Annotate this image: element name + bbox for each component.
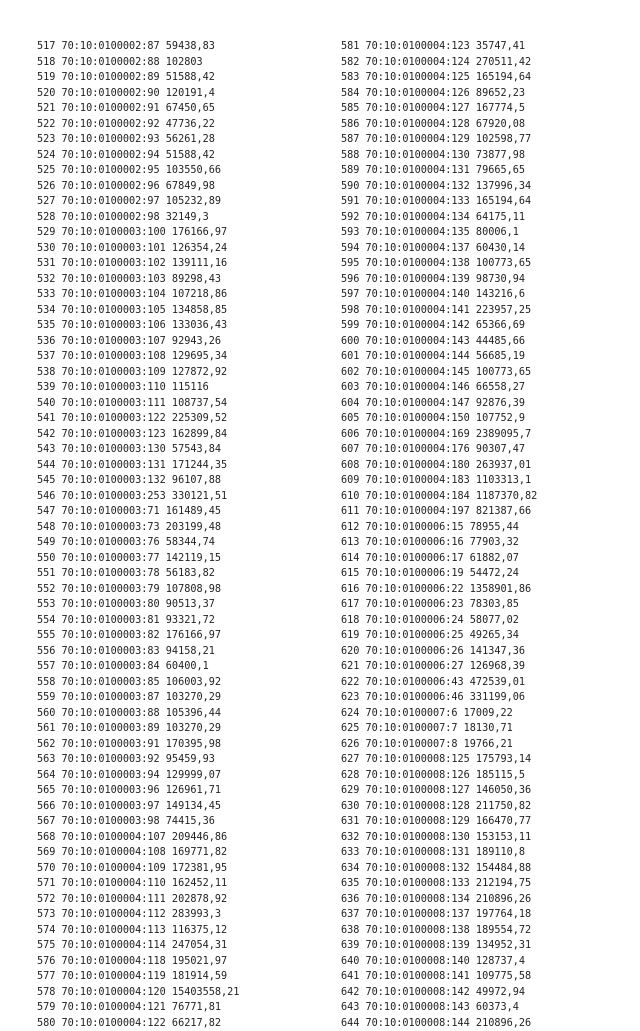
record-line: 619 70:10:0100006:25 49265,34 bbox=[341, 628, 636, 644]
record-line: 559 70:10:0100003:87 103270,29 bbox=[37, 690, 327, 706]
record-line: 560 70:10:0100003:88 105396,44 bbox=[37, 706, 327, 722]
record-line: 554 70:10:0100003:81 93321,72 bbox=[37, 613, 327, 629]
record-line: 532 70:10:0100003:103 89298,43 bbox=[37, 272, 327, 288]
record-line: 556 70:10:0100003:83 94158,21 bbox=[37, 644, 327, 660]
record-line: 608 70:10:0100004:180 263937,01 bbox=[341, 458, 636, 474]
record-line: 572 70:10:0100004:111 202878,92 bbox=[37, 892, 327, 908]
record-line: 569 70:10:0100004:108 169771,82 bbox=[37, 845, 327, 861]
record-line: 558 70:10:0100003:85 106003,92 bbox=[37, 675, 327, 691]
left-column bbox=[37, 39, 327, 1031]
record-line: 586 70:10:0100004:128 67920,08 bbox=[341, 117, 636, 133]
record-line: 527 70:10:0100002:97 105232,89 bbox=[37, 194, 327, 210]
record-line: 526 70:10:0100002:96 67849,98 bbox=[37, 179, 327, 195]
record-line: 603 70:10:0100004:146 66558,27 bbox=[341, 380, 636, 396]
record-line: 643 70:10:0100008:143 60373,4 bbox=[341, 1000, 636, 1016]
record-line: 589 70:10:0100004:131 79665,65 bbox=[341, 163, 636, 179]
record-line: 539 70:10:0100003:110 115116 bbox=[37, 380, 327, 396]
record-line: 571 70:10:0100004:110 162452,11 bbox=[37, 876, 327, 892]
record-line: 611 70:10:0100004:197 821387,66 bbox=[341, 504, 636, 520]
record-line: 587 70:10:0100004:129 102598,77 bbox=[341, 132, 636, 148]
record-line: 592 70:10:0100004:134 64175,11 bbox=[341, 210, 636, 226]
record-line: 594 70:10:0100004:137 60430,14 bbox=[341, 241, 636, 257]
record-line: 548 70:10:0100003:73 203199,48 bbox=[37, 520, 327, 536]
record-line: 605 70:10:0100004:150 107752,9 bbox=[341, 411, 636, 427]
record-line: 615 70:10:0100006:19 54472,24 bbox=[341, 566, 636, 582]
record-line: 545 70:10:0100003:132 96107,88 bbox=[37, 473, 327, 489]
record-line: 576 70:10:0100004:118 195021,97 bbox=[37, 954, 327, 970]
record-line: 557 70:10:0100003:84 60400,1 bbox=[37, 659, 327, 675]
record-line: 537 70:10:0100003:108 129695,34 bbox=[37, 349, 327, 365]
record-line: 596 70:10:0100004:139 98730,94 bbox=[341, 272, 636, 288]
record-line: 534 70:10:0100003:105 134858,85 bbox=[37, 303, 327, 319]
record-line: 636 70:10:0100008:134 210896,26 bbox=[341, 892, 636, 908]
record-line: 535 70:10:0100003:106 133036,43 bbox=[37, 318, 327, 334]
record-line: 634 70:10:0100008:132 154484,88 bbox=[341, 861, 636, 877]
record-line: 613 70:10:0100006:16 77903,32 bbox=[341, 535, 636, 551]
record-line: 599 70:10:0100004:142 65366,69 bbox=[341, 318, 636, 334]
record-line: 575 70:10:0100004:114 247054,31 bbox=[37, 938, 327, 954]
record-line: 520 70:10:0100002:90 120191,4 bbox=[37, 86, 327, 102]
record-line: 598 70:10:0100004:141 223957,25 bbox=[341, 303, 636, 319]
record-line: 617 70:10:0100006:23 78303,85 bbox=[341, 597, 636, 613]
record-line: 518 70:10:0100002:88 102803 bbox=[37, 55, 327, 71]
record-line: 573 70:10:0100004:112 283993,3 bbox=[37, 907, 327, 923]
record-line: 637 70:10:0100008:137 197764,18 bbox=[341, 907, 636, 923]
record-line: 517 70:10:0100002:87 59438,83 bbox=[37, 39, 327, 55]
record-line: 541 70:10:0100003:122 225309,52 bbox=[37, 411, 327, 427]
record-line: 595 70:10:0100004:138 100773,65 bbox=[341, 256, 636, 272]
record-line: 593 70:10:0100004:135 80006,1 bbox=[341, 225, 636, 241]
record-line: 546 70:10:0100003:253 330121,51 bbox=[37, 489, 327, 505]
record-line: 577 70:10:0100004:119 181914,59 bbox=[37, 969, 327, 985]
record-line: 627 70:10:0100008:125 175793,14 bbox=[341, 752, 636, 768]
record-line: 555 70:10:0100003:82 176166,97 bbox=[37, 628, 327, 644]
record-line: 614 70:10:0100006:17 61882,07 bbox=[341, 551, 636, 567]
record-line: 582 70:10:0100004:124 270511,42 bbox=[341, 55, 636, 71]
record-line: 625 70:10:0100007:7 18130,71 bbox=[341, 721, 636, 737]
record-line: 609 70:10:0100004:183 1103313,1 bbox=[341, 473, 636, 489]
record-line: 549 70:10:0100003:76 58344,74 bbox=[37, 535, 327, 551]
record-line: 607 70:10:0100004:176 90307,47 bbox=[341, 442, 636, 458]
record-line: 525 70:10:0100002:95 103550,66 bbox=[37, 163, 327, 179]
record-line: 533 70:10:0100003:104 107218,86 bbox=[37, 287, 327, 303]
right-column bbox=[341, 39, 636, 1031]
record-line: 581 70:10:0100004:123 35747,41 bbox=[341, 39, 636, 55]
record-line: 628 70:10:0100008:126 185115,5 bbox=[341, 768, 636, 784]
record-line: 579 70:10:0100004:121 76771,81 bbox=[37, 1000, 327, 1016]
record-line: 601 70:10:0100004:144 56685,19 bbox=[341, 349, 636, 365]
record-line: 542 70:10:0100003:123 162899,84 bbox=[37, 427, 327, 443]
record-line: 620 70:10:0100006:26 141347,36 bbox=[341, 644, 636, 660]
record-line: 635 70:10:0100008:133 212194,75 bbox=[341, 876, 636, 892]
record-line: 584 70:10:0100004:126 89652,23 bbox=[341, 86, 636, 102]
record-line: 574 70:10:0100004:113 116375,12 bbox=[37, 923, 327, 939]
record-line: 562 70:10:0100003:91 170395,98 bbox=[37, 737, 327, 753]
record-line: 521 70:10:0100002:91 67450,65 bbox=[37, 101, 327, 117]
record-line: 604 70:10:0100004:147 92876,39 bbox=[341, 396, 636, 412]
record-line: 566 70:10:0100003:97 149134,45 bbox=[37, 799, 327, 815]
record-line: 578 70:10:0100004:120 15403558,21 bbox=[37, 985, 327, 1001]
record-line: 602 70:10:0100004:145 100773,65 bbox=[341, 365, 636, 381]
record-line: 639 70:10:0100008:139 134952,31 bbox=[341, 938, 636, 954]
record-line: 624 70:10:0100007:6 17009,22 bbox=[341, 706, 636, 722]
record-line: 612 70:10:0100006:15 78955,44 bbox=[341, 520, 636, 536]
record-line: 561 70:10:0100003:89 103270,29 bbox=[37, 721, 327, 737]
record-line: 583 70:10:0100004:125 165194,64 bbox=[341, 70, 636, 86]
record-line: 610 70:10:0100004:184 1187370,82 bbox=[341, 489, 636, 505]
record-line: 640 70:10:0100008:140 128737,4 bbox=[341, 954, 636, 970]
record-line: 616 70:10:0100006:22 1358901,86 bbox=[341, 582, 636, 598]
record-line: 563 70:10:0100003:92 95459,93 bbox=[37, 752, 327, 768]
record-line: 544 70:10:0100003:131 171244,35 bbox=[37, 458, 327, 474]
record-line: 629 70:10:0100008:127 146050,36 bbox=[341, 783, 636, 799]
record-line: 564 70:10:0100003:94 129999,07 bbox=[37, 768, 327, 784]
record-line: 638 70:10:0100008:138 189554,72 bbox=[341, 923, 636, 939]
record-line: 590 70:10:0100004:132 137996,34 bbox=[341, 179, 636, 195]
record-line: 552 70:10:0100003:79 107808,98 bbox=[37, 582, 327, 598]
record-line: 591 70:10:0100004:133 165194,64 bbox=[341, 194, 636, 210]
record-line: 630 70:10:0100008:128 211750,82 bbox=[341, 799, 636, 815]
record-line: 631 70:10:0100008:129 166470,77 bbox=[341, 814, 636, 830]
record-line: 550 70:10:0100003:77 142119,15 bbox=[37, 551, 327, 567]
record-line: 633 70:10:0100008:131 189110,8 bbox=[341, 845, 636, 861]
record-line: 626 70:10:0100007:8 19766,21 bbox=[341, 737, 636, 753]
record-line: 585 70:10:0100004:127 167774,5 bbox=[341, 101, 636, 117]
record-line: 606 70:10:0100004:169 2389095,7 bbox=[341, 427, 636, 443]
record-line: 553 70:10:0100003:80 90513,37 bbox=[37, 597, 327, 613]
record-line: 551 70:10:0100003:78 56183,82 bbox=[37, 566, 327, 582]
record-line: 531 70:10:0100003:102 139111,16 bbox=[37, 256, 327, 272]
record-line: 588 70:10:0100004:130 73877,98 bbox=[341, 148, 636, 164]
record-line: 522 70:10:0100002:92 47736,22 bbox=[37, 117, 327, 133]
record-line: 568 70:10:0100004:107 209446,86 bbox=[37, 830, 327, 846]
record-line: 540 70:10:0100003:111 108737,54 bbox=[37, 396, 327, 412]
record-line: 580 70:10:0100004:122 66217,82 bbox=[37, 1016, 327, 1031]
record-line: 529 70:10:0100003:100 176166,97 bbox=[37, 225, 327, 241]
record-line: 618 70:10:0100006:24 58077,02 bbox=[341, 613, 636, 629]
record-line: 597 70:10:0100004:140 143216,6 bbox=[341, 287, 636, 303]
record-line: 528 70:10:0100002:98 32149,3 bbox=[37, 210, 327, 226]
record-line: 641 70:10:0100008:141 109775,58 bbox=[341, 969, 636, 985]
record-line: 567 70:10:0100003:98 74415,36 bbox=[37, 814, 327, 830]
record-line: 622 70:10:0100006:43 472539,01 bbox=[341, 675, 636, 691]
record-line: 600 70:10:0100004:143 44485,66 bbox=[341, 334, 636, 350]
record-line: 519 70:10:0100002:89 51588,42 bbox=[37, 70, 327, 86]
record-line: 538 70:10:0100003:109 127872,92 bbox=[37, 365, 327, 381]
record-line: 523 70:10:0100002:93 56261,28 bbox=[37, 132, 327, 148]
record-line: 644 70:10:0100008:144 210896,26 bbox=[341, 1016, 636, 1031]
record-line: 547 70:10:0100003:71 161489,45 bbox=[37, 504, 327, 520]
record-line: 543 70:10:0100003:130 57543,84 bbox=[37, 442, 327, 458]
record-line: 536 70:10:0100003:107 92943,26 bbox=[37, 334, 327, 350]
record-line: 565 70:10:0100003:96 126961,71 bbox=[37, 783, 327, 799]
record-line: 530 70:10:0100003:101 126354,24 bbox=[37, 241, 327, 257]
record-line: 524 70:10:0100002:94 51588,42 bbox=[37, 148, 327, 164]
record-line: 623 70:10:0100006:46 331199,06 bbox=[341, 690, 636, 706]
record-line: 632 70:10:0100008:130 153153,11 bbox=[341, 830, 636, 846]
record-line: 621 70:10:0100006:27 126968,39 bbox=[341, 659, 636, 675]
record-line: 642 70:10:0100008:142 49972,94 bbox=[341, 985, 636, 1001]
record-line: 570 70:10:0100004:109 172381,95 bbox=[37, 861, 327, 877]
